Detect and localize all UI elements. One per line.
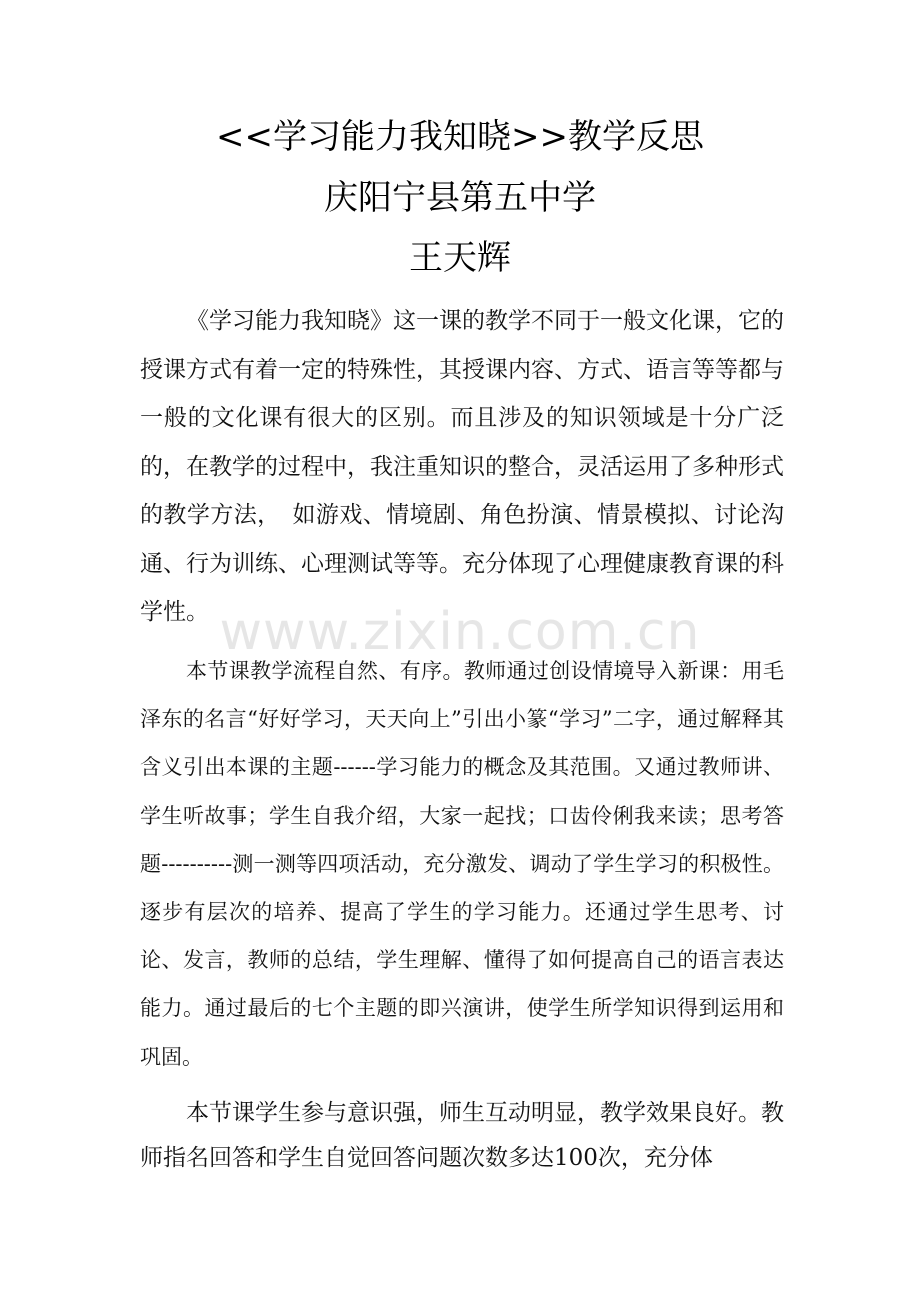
paragraph-1: 《学习能力我知晓》这一课的教学不同于一般文化课，它的授课方式有着一定的特殊性，其授课内容、方式、语言等等都与一般的文化课有很大的区别。而且涉及的知识领域是十分广泛的，在教学的过程中，我注重知识的整合，灵活运用了多种形式的教学方法， 如游戏、情境剧、角色扮演、情景模拟、讨论沟通、行为训练、心理测试等等。充分体现了心理健康教育课的科学性。 <box>140 308 784 625</box>
author-name: 王天辉 <box>409 238 511 278</box>
watermark: www.zixin.com.cn <box>219 602 701 662</box>
paragraph-2: 本节课教学流程自然、有序。教师通过创设情境导入新课：用毛泽东的名言“好好学习，天天向上”引出小篆“学习”二字，通过解释其含义引出本课的主题------学习能力的概念及其范围。又通过教师讲、学生听故事；学生自我介绍，大家一起找；口齿伶俐我来读；思考答题----------测一测等四项活动，充分激发、调动了学生学习的积极性。逐步有层次的培养、提高了学生的学习能力。还通过学生思考、讨论、发言，教师的总结，学生理解、懂得了如何提高自己的语言表达能力。通过最后的七个主题的即兴演讲，使学生所学知识得到运用和巩固。 <box>140 659 784 1069</box>
school-name: 庆阳宁县第五中学 <box>324 178 596 218</box>
paragraph-3: 本节课学生参与意识强，师生互动明显，教学效果良好。教师指名回答和学生自觉回答问题次数多达100次，充分体 <box>140 1100 784 1171</box>
document-title: <<学习能力我知晓>>教学反思 <box>216 117 704 157</box>
